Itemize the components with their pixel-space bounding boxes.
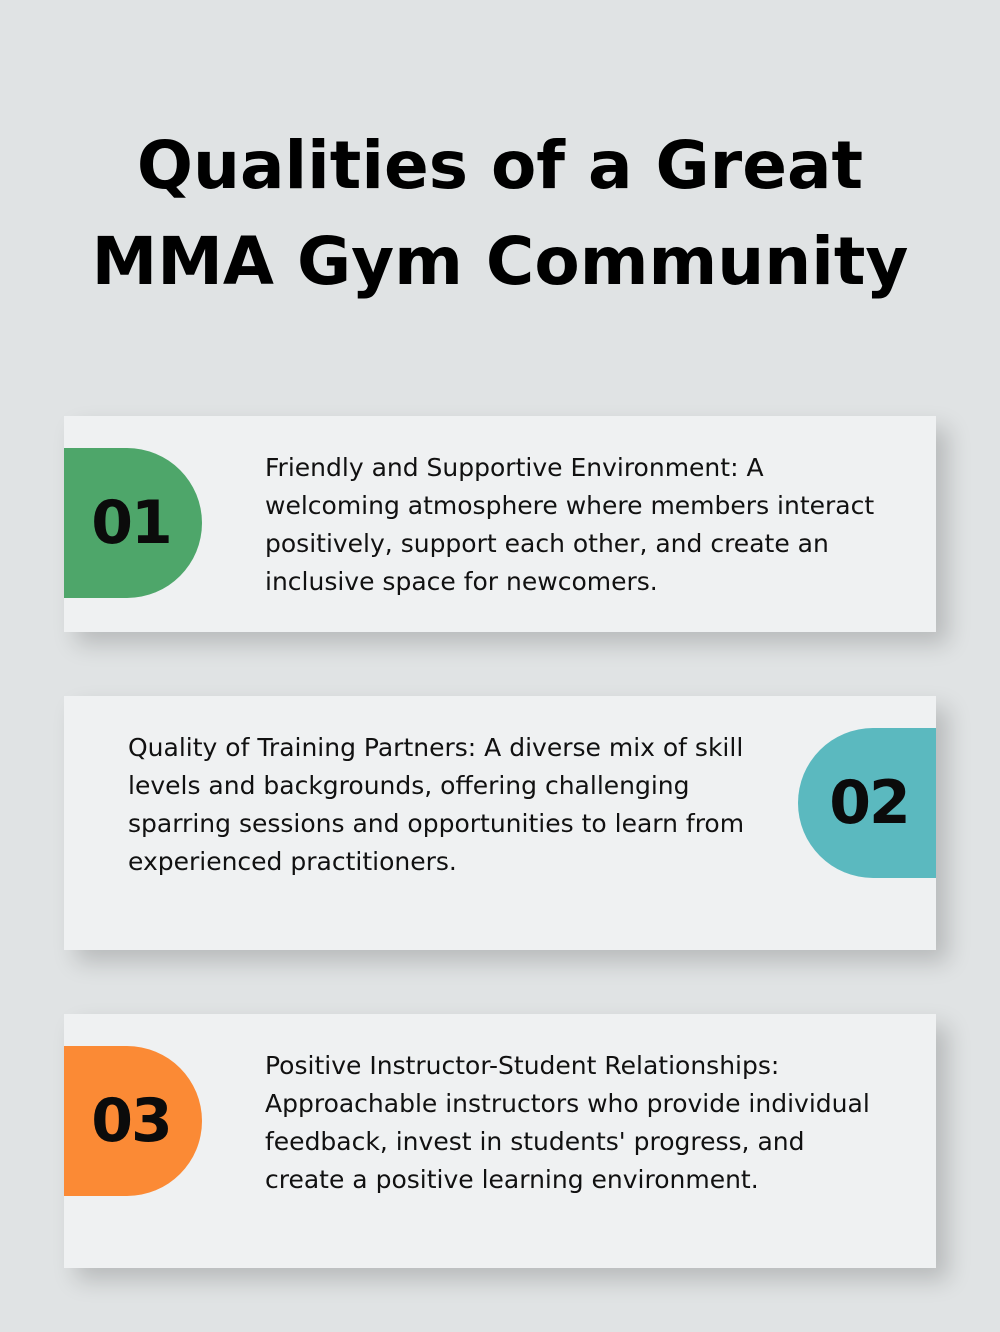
quality-card-2	[64, 696, 936, 950]
page-title-line-1: Qualities of a Great	[136, 127, 864, 204]
quality-description-1: Friendly and Supportive Environment: A welcoming atmosphere where members interact positively, support each other, and create an inclusive space for newcomers.	[265, 453, 875, 596]
quality-description-3: Positive Instructor-Student Relationships: Approachable instructors who provide individual feedback, invest in students' progress, and create a positive learning environment.	[265, 1051, 870, 1194]
page-title	[0, 118, 1000, 310]
quality-description-2: Quality of Training Partners: A diverse mix of skill levels and backgrounds, offering challenging sparring sessions and opportunities to learn from experienced practitioners.	[128, 733, 745, 876]
quality-card-1	[64, 416, 936, 632]
number-badge-1: 01	[64, 448, 202, 598]
number-badge-3: 03	[64, 1046, 202, 1196]
quality-card-3	[64, 1014, 936, 1268]
page-title-line-2: MMA Gym Community	[91, 223, 909, 300]
number-badge-2: 02	[798, 728, 936, 878]
